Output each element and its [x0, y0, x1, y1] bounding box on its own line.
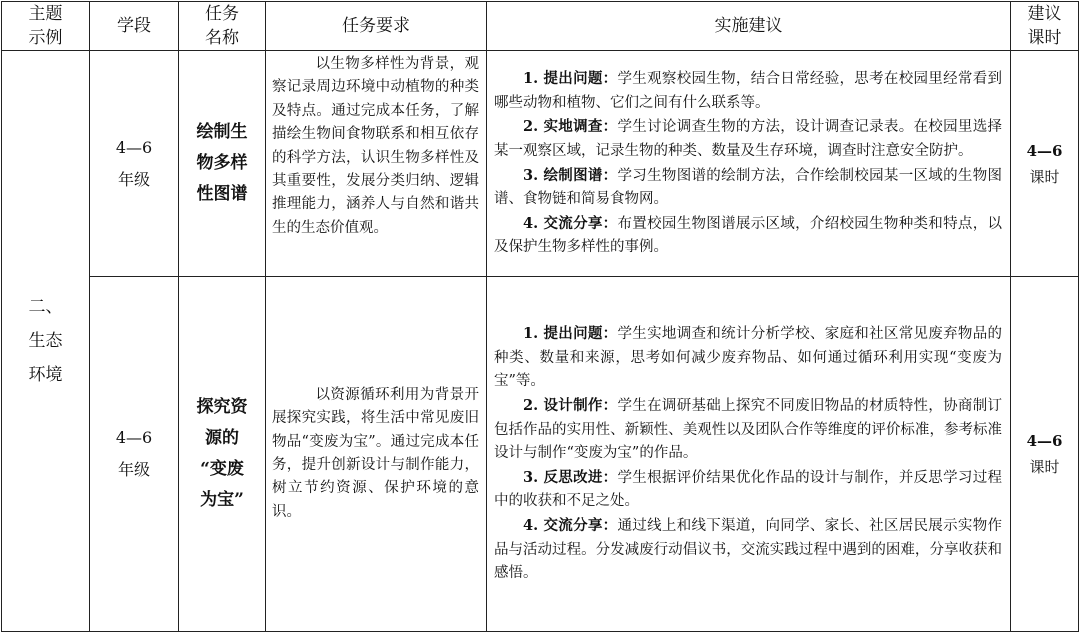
table-row — [2, 277, 1079, 632]
implementation-step: 1. 提出问题：学生实地调查和统计分析学校、家庭和社区常见废弃物品的种类、数量和来源，思考如何减少废弃物品、如何通过循环利用实现“变废为宝”等。 — [494, 325, 1003, 390]
implementation-step: 2. 设计制作：学生在调研基础上探究不同废旧物品的材质特性，协商制订包括作品的实用性、新颖性、美观性以及团队合作等维度的评价标准，参考标准设计与制作“变废为宝”的作品。 — [494, 397, 1003, 462]
implementation-step: 4. 交流分享：通过线上和线下渠道，向同学、家长、社区居民展示实物作品与活动过程。分发减废行动倡议书，交流实践过程中遇到的困难，分享收获和感悟。 — [494, 516, 1003, 582]
implementation-cell — [487, 51, 1011, 277]
stage-cell: 4—6 年级 — [90, 277, 179, 632]
header-stage: 学段 — [90, 2, 179, 51]
task-name-cell: 探究资 源的 “变废 为宝” — [179, 277, 266, 632]
task-requirement-cell: 以资源循环利用为背景开展探究实践，将生活中常见废旧物品“变废为宝”。通过完成本任务，提升创新设计与制作能力，树立节约资源、保护环境的意识。 — [266, 277, 487, 632]
stage-cell: 4—6 年级 — [90, 51, 179, 277]
theme-cell: 二、 生态 环境 — [2, 51, 90, 632]
implementation-step: 1. 提出问题：学生观察校园生物，结合日常经验，思考在校园里经常看到哪些动物和植物、它们之间有什么联系等。 — [494, 70, 1003, 111]
header-task-requirement: 任务要求 — [266, 2, 487, 51]
header-hours: 建议 课时 — [1011, 2, 1079, 51]
header-implementation: 实施建议 — [487, 2, 1011, 51]
header-task-name: 任务 名称 — [179, 2, 266, 51]
task-requirement-cell: 以生物多样性为背景，观察记录周边环境中动植物的种类及特点。通过完成本任务，了解描绘生物间食物联系和相互依存的科学方法，认识生物多样性及其重要性，发展分类归纳、逻辑推理能力，涵养人与自然和谐共生的生态价值观。 — [266, 51, 487, 277]
hours-cell: 4—6 课时 — [1011, 51, 1079, 277]
table-row — [2, 51, 1079, 277]
implementation-step: 4. 交流分享：布置校园生物图谱展示区域，介绍校园生物种类和特点，以及保护生物多样性的事例。 — [494, 214, 1003, 256]
header-theme: 主题 示例 — [2, 2, 90, 51]
task-name-cell: 绘制生 物多样 性图谱 — [179, 51, 266, 277]
implementation-cell — [487, 277, 1011, 632]
header-row — [2, 2, 1079, 51]
implementation-step: 3. 绘制图谱：学习生物图谱的绘制方法，合作绘制校园某一区域的生物图谱、食物链和简易食物网。 — [494, 166, 1003, 208]
hours-cell: 4—6 课时 — [1011, 277, 1079, 632]
curriculum-table — [1, 1, 1079, 632]
implementation-step: 2. 实地调查：学生讨论调查生物的方法，设计调查记录表。在校园里选择某一观察区域，记录生物的种类、数量及生存环境，调查时注意安全防护。 — [494, 118, 1003, 159]
implementation-step: 3. 反思改进：学生根据评价结果优化作品的设计与制作，并反思学习过程中的收获和不足之处。 — [494, 468, 1003, 510]
